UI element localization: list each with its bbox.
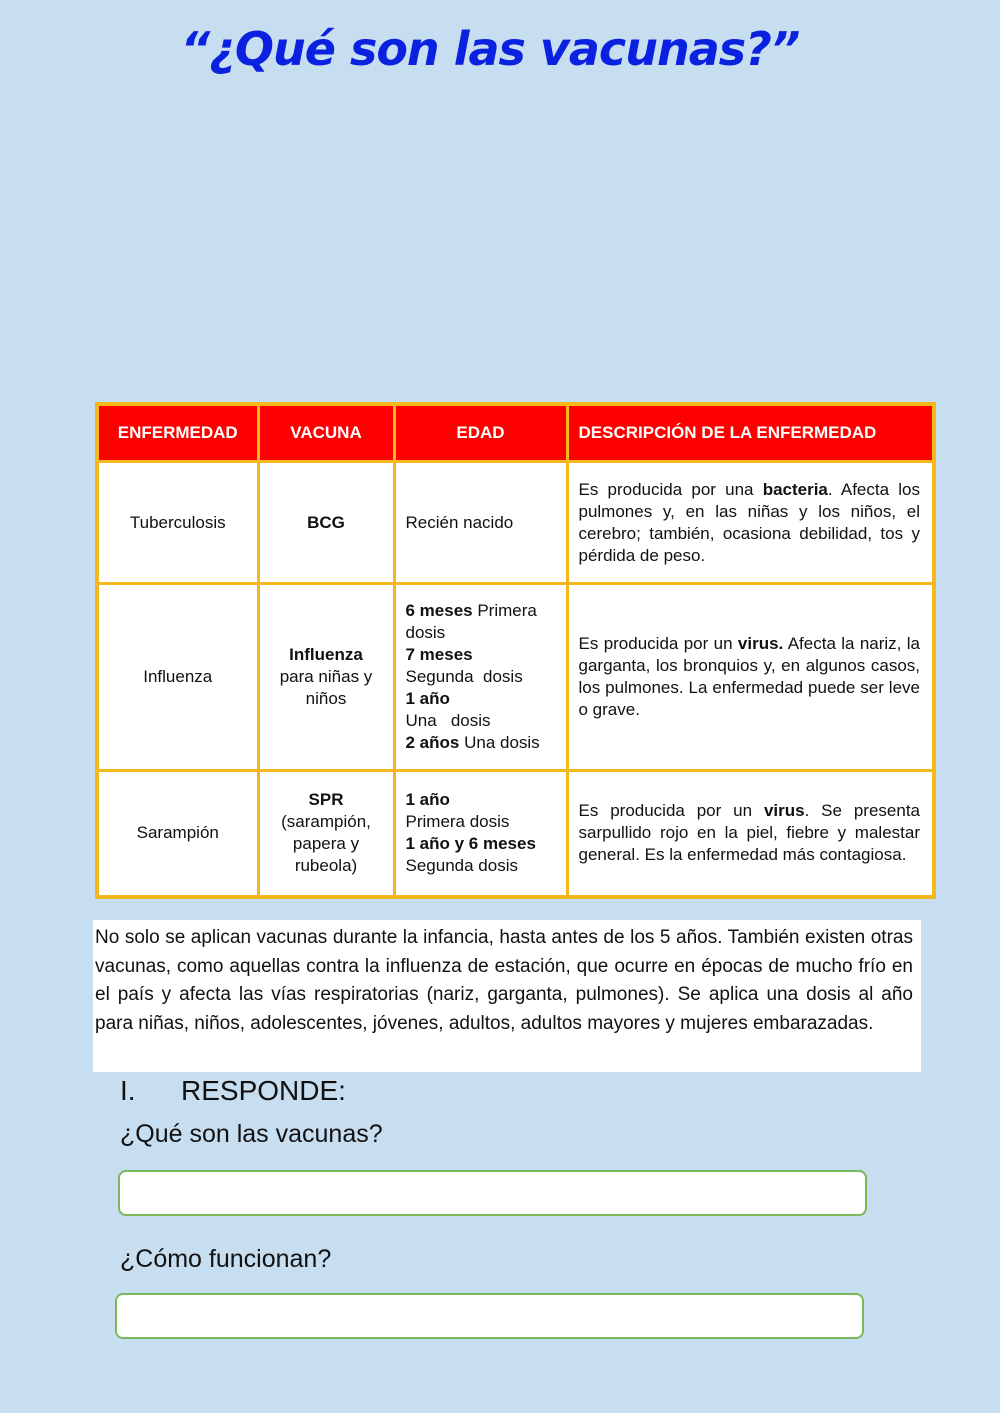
description-keyword: virus xyxy=(763,801,805,821)
age-cell xyxy=(394,462,567,584)
vaccine-name: Influenza xyxy=(289,645,363,664)
vaccine-detail: para niñas y niños xyxy=(279,667,373,708)
age-entry xyxy=(406,688,556,732)
header-descripcion: DESCRIPCIÓN DE LA ENFERMEDAD xyxy=(567,404,934,462)
dose-text: Segunda dosis xyxy=(405,667,523,686)
age-value: 2 años xyxy=(405,733,460,752)
dose-text: Primera dosis xyxy=(405,812,510,832)
answer-input-2[interactable] xyxy=(115,1293,864,1339)
table-row xyxy=(97,462,934,584)
dose-text: Recién nacido xyxy=(405,512,514,532)
dose-text: Segunda dosis xyxy=(405,856,518,876)
vaccine-table xyxy=(95,402,936,899)
dose-text: Una dosis xyxy=(405,711,491,730)
description-keyword: virus. xyxy=(737,634,784,653)
description-text: Es producida por un xyxy=(578,634,738,653)
question-2: ¿Cómo funcionan? xyxy=(120,1245,332,1273)
description-keyword: bacteria xyxy=(762,479,828,499)
description-text: . Se presenta sarpullido rojo en la piel, fiebre y malestar general. Es la enfermedad más contagiosa. xyxy=(578,801,920,865)
vaccine-detail: (sarampión, papera y rubeola) xyxy=(281,812,371,876)
description-text: . Afecta los pulmones y, en las niñas y los niños, el cerebro; también, ocasiona debilidad, tos y pérdida de peso. xyxy=(578,479,920,565)
age-entry xyxy=(406,833,556,877)
answer-input-1[interactable] xyxy=(118,1170,867,1216)
dose-text: Primera dosis xyxy=(405,601,542,642)
description-text: Afecta la nariz, la garganta, los bronquios y, en algunos casos, los pulmones. La enfermedad puede ser leve o grave. xyxy=(578,634,920,719)
vaccine-cell xyxy=(258,462,394,584)
age-value: 7 meses xyxy=(405,645,473,664)
table-row xyxy=(97,771,934,897)
description-cell xyxy=(567,462,934,584)
header-vacuna: VACUNA xyxy=(258,404,394,462)
question-1: ¿Qué son las vacunas? xyxy=(120,1120,383,1148)
age-entry xyxy=(406,600,556,644)
header-enfermedad: ENFERMEDAD xyxy=(97,404,258,462)
age-entry xyxy=(406,644,556,688)
age-value: 1 año y 6 meses xyxy=(405,834,536,854)
description-cell xyxy=(567,771,934,897)
description-text: Es producida por una xyxy=(578,479,763,499)
disease-cell: Sarampión xyxy=(97,771,258,897)
disease-cell: Influenza xyxy=(97,584,258,771)
header-edad: EDAD xyxy=(394,404,567,462)
description-text: Es producida por un xyxy=(578,801,764,821)
age-entry xyxy=(406,512,556,534)
dose-text: Una dosis xyxy=(459,733,540,752)
vaccine-cell xyxy=(258,771,394,897)
info-paragraph: No solo se aplican vacunas durante la infancia, hasta antes de los 5 años. También existen otras vacunas, como aquellas contra la influenza de estación, que ocurre en épocas de mucho frío en el país y afecta las vías respiratorias (nariz, garganta, pulmones). Se aplica una dosis al año para niñas, niños, adolescentes, jóvenes, adultos, adultos mayores y mujeres embarazadas. xyxy=(93,920,921,1072)
page-title: “¿Qué son las vacunas?” xyxy=(180,22,800,76)
age-value: 1 año xyxy=(405,790,450,810)
age-value: 6 meses xyxy=(405,601,473,620)
description-cell xyxy=(567,584,934,771)
disease-cell: Tuberculosis xyxy=(97,462,258,584)
section-number: I. xyxy=(120,1075,136,1106)
section-label: RESPONDE: xyxy=(181,1075,346,1106)
age-entry xyxy=(406,789,556,833)
age-entry xyxy=(406,732,556,754)
age-value: 1 año xyxy=(405,689,450,708)
table-row xyxy=(97,584,934,771)
vaccine-name: BCG xyxy=(307,512,345,532)
vaccine-name: SPR xyxy=(308,790,344,810)
table-header-row xyxy=(97,404,934,462)
section-heading xyxy=(120,1075,346,1107)
age-cell xyxy=(394,771,567,897)
age-cell xyxy=(394,584,567,771)
vaccine-cell xyxy=(258,584,394,771)
